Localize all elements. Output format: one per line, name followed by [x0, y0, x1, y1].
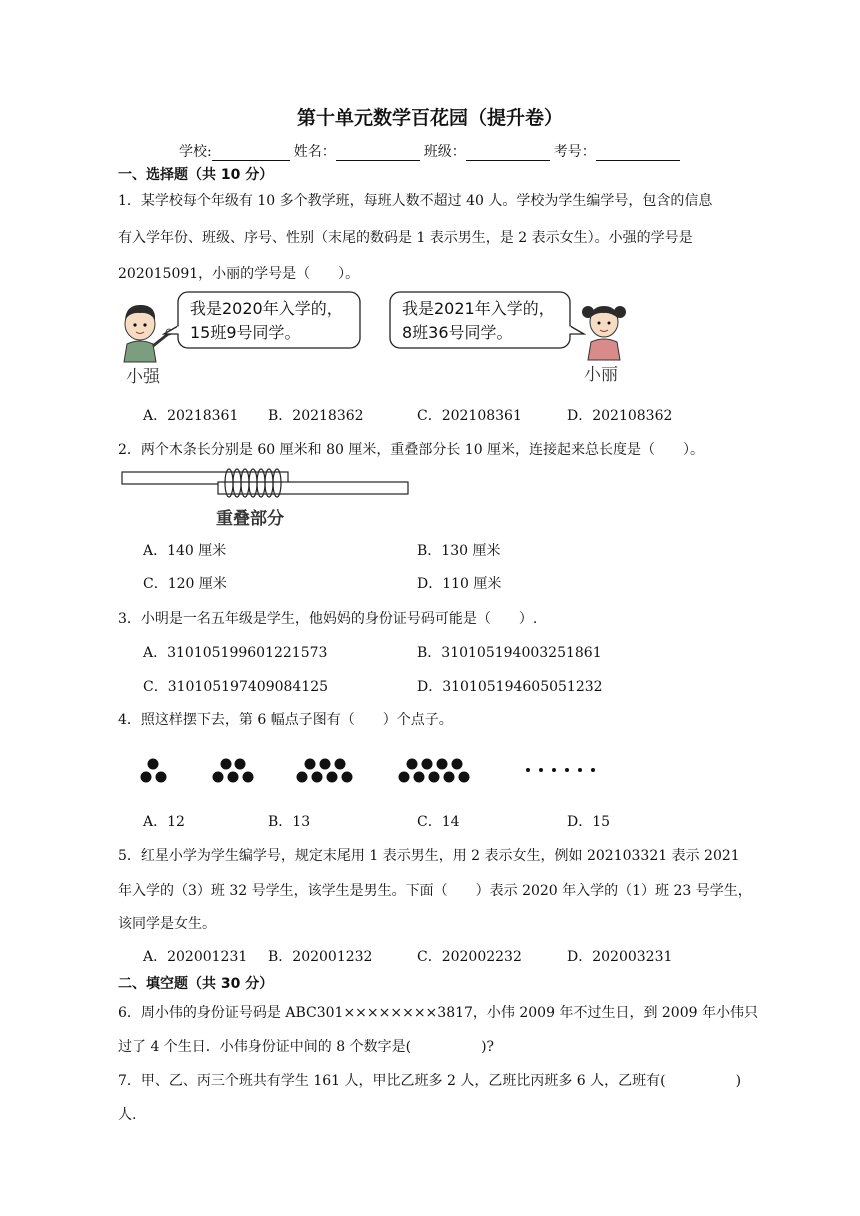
q2-option-d[interactable]: D．110 厘米	[417, 576, 502, 592]
q5-line2: 年入学的（3）班 32 号学生，该学生是男生。下面（ ）表示 2020 年入学的（1）班 23 号学生，	[118, 883, 752, 899]
dot-figure-2	[213, 759, 254, 783]
ellipsis-dots-icon	[526, 768, 595, 772]
name-left: 小强	[126, 367, 160, 387]
q4-option-a[interactable]: A．12	[143, 814, 185, 830]
q6-line1: 6．周小伟的身份证号码是 ABC301××××××××3817，小伟 2009 年不过生日，到 2009 年小伟只	[118, 1005, 758, 1021]
q4-line1: 4．照这样摆下去，第 6 幅点子图有（ ）个点子。	[118, 712, 453, 728]
q7-line1: 7．甲、乙、丙三个班共有学生 161 人，甲比乙班多 2 人，乙班比丙班多 6 人，乙班有( )	[118, 1073, 742, 1089]
q4-option-c[interactable]: C．14	[417, 814, 460, 830]
class-label: 班级：	[423, 144, 466, 160]
q1-option-a[interactable]: A．20218361	[143, 408, 239, 424]
girl-figure-icon	[582, 306, 626, 360]
school-label: 学校:	[179, 144, 212, 160]
q3-option-d[interactable]: D．310105194605051232	[417, 679, 603, 695]
name-label: 姓名：	[293, 144, 336, 160]
dot-figure-1	[141, 759, 167, 783]
q4-dot-pattern	[130, 748, 610, 790]
name-field[interactable]	[336, 146, 420, 161]
bubble-left-line2: 15班9号同学。	[190, 323, 301, 342]
q6-line2: 过了 4 个生日．小伟身份证中间的 8 个数字是( )?	[118, 1039, 495, 1055]
q1-option-b[interactable]: B．20218362	[268, 408, 364, 424]
q1-option-d[interactable]: D．202108362	[567, 408, 673, 424]
q2-option-b[interactable]: B．130 厘米	[417, 543, 501, 559]
exam-no-label: 考号：	[553, 144, 596, 160]
section-title-fill: 二、填空题（共 30 分）	[118, 976, 274, 992]
overlap-label: 重叠部分	[216, 509, 284, 529]
exam-no-field[interactable]	[596, 146, 680, 161]
dot-figure-4	[399, 759, 470, 783]
q2-line1: 2．两个木条长分别是 60 厘米和 80 厘米，重叠部分长 10 厘米，连接起来总长度是（ ）。	[118, 442, 705, 458]
bubble-right-line1: 我是2021年入学的，	[402, 299, 555, 318]
q5-option-a[interactable]: A．202001231	[143, 949, 248, 965]
q1-figure	[118, 288, 638, 388]
page-title: 第十单元数学百花园（提升卷）	[296, 107, 563, 129]
q1-line2: 有入学年份、班级、序号、性别（末尾的数码是 1 表示男生，是 2 表示女生）。小强的学号是	[118, 230, 693, 246]
q1-option-c[interactable]: C．202108361	[417, 408, 522, 424]
q5-option-c[interactable]: C．202002232	[417, 949, 522, 965]
q3-line1: 3．小明是一名五年级是学生，他妈妈的身份证号码可能是（ ）.	[118, 611, 538, 627]
q3-option-b[interactable]: B．310105194003251861	[417, 645, 602, 661]
class-field[interactable]	[466, 146, 550, 161]
q5-option-b[interactable]: B．202001232	[268, 949, 373, 965]
section-title-choice: 一、选择题（共 10 分）	[118, 167, 274, 183]
student-info-row	[179, 141, 684, 161]
q1-line1: 1．某学校每个年级有 10 多个教学班，每班人数不超过 40 人。学校为学生编学号，包含的信息	[118, 193, 713, 209]
bubble-left-line1: 我是2020年入学的，	[190, 299, 343, 318]
q2-figure	[118, 464, 418, 532]
q4-option-b[interactable]: B．13	[268, 814, 311, 830]
stick-2	[218, 482, 408, 494]
bubble-right-line2: 8班36号同学。	[402, 323, 513, 342]
school-field[interactable]	[212, 146, 290, 161]
q2-option-c[interactable]: C．120 厘米	[143, 576, 227, 592]
q3-option-a[interactable]: A．310105199601221573	[143, 645, 328, 661]
q2-option-a[interactable]: A．140 厘米	[143, 543, 227, 559]
name-right: 小丽	[584, 365, 618, 385]
q5-line1: 5．红星小学为学生编学号，规定末尾用 1 表示男生，用 2 表示女生，例如 202103321 表示 2021	[118, 848, 740, 864]
q7-line2: 人.	[118, 1107, 137, 1123]
q5-option-d[interactable]: D．202003231	[567, 949, 673, 965]
q1-line3: 202015091，小丽的学号是（ ）。	[118, 266, 360, 282]
q3-option-c[interactable]: C．310105197409084125	[143, 679, 329, 695]
q5-line3: 该同学是女生。	[118, 916, 216, 932]
q4-option-d[interactable]: D．15	[567, 814, 611, 830]
dot-figure-3	[297, 759, 353, 783]
